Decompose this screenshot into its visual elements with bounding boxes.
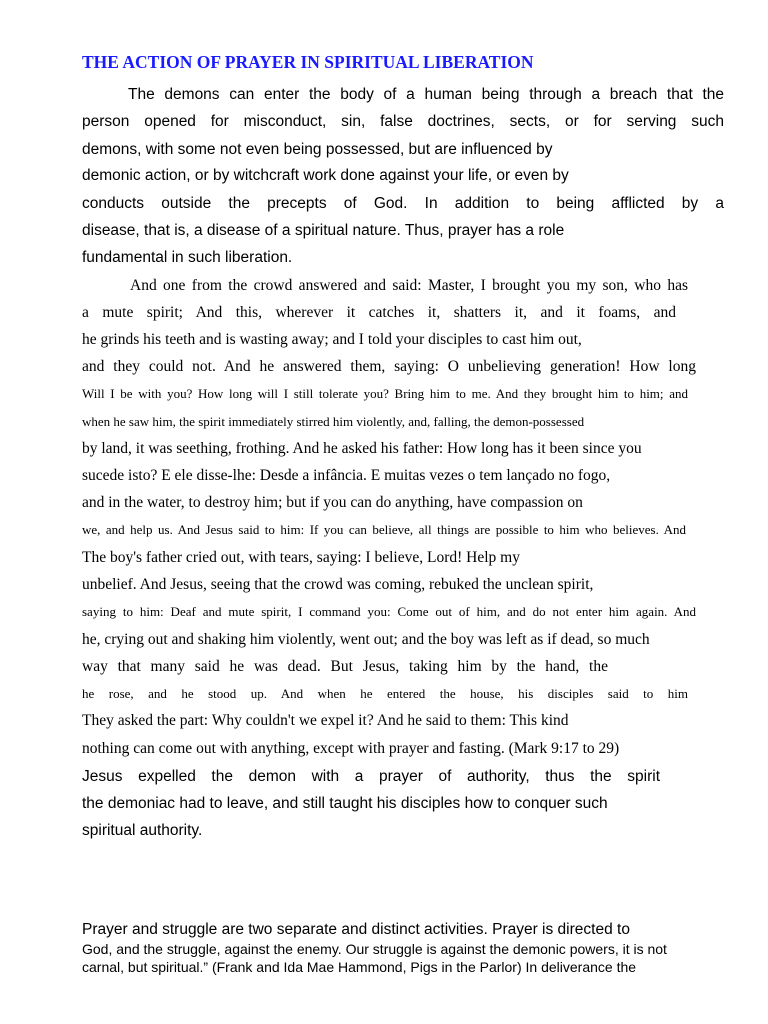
para1-line-5: conducts outside the precepts of God. In addition to being afflicted by a (82, 195, 724, 212)
para3-line-2: God, and the struggle, against the enemy. Our struggle is against the demonic powers, it is not (82, 941, 667, 957)
scripture-line-7: by land, it was seething, frothing. And he asked his father: How long has it been since you (82, 440, 642, 457)
scripture-line-16: he rose, and he stood up. And when he entered the house, his disciples said to him (82, 686, 688, 701)
scripture-line-3: he grinds his teeth and is wasting away; and I told your disciples to cast him out, (82, 331, 582, 348)
scripture-line-14: he, crying out and shaking him violently, went out; and the boy was left as if dead, so much (82, 631, 650, 648)
scripture-line-17: They asked the part: Why couldn't we expel it? And he said to them: This kind (82, 712, 569, 729)
para1-line-4: demonic action, or by witchcraft work done against your life, or even by (82, 167, 569, 184)
scripture-line-15: way that many said he was dead. But Jesus, taking him by the hand, the (82, 658, 608, 675)
scripture-line-1: And one from the crowd answered and said: Master, I brought you my son, who has (130, 277, 688, 294)
para1-line-3: demons, with some not even being possessed, but are influenced by (82, 141, 553, 158)
scripture-line-11: The boy's father cried out, with tears, saying: I believe, Lord! Help my (82, 549, 520, 566)
scripture-line-2: a mute spirit; And this, wherever it catches it, shatters it, and it foams, and (82, 304, 676, 321)
document-title: THE ACTION OF PRAYER IN SPIRITUAL LIBERATION (82, 52, 534, 72)
scripture-line-18: nothing can come out with anything, except with prayer and fasting. (Mark 9:17 to 29) (82, 740, 620, 757)
para3-line-1: Prayer and struggle are two separate and distinct activities. Prayer is directed to (82, 921, 630, 938)
scripture-line-12: unbelief. And Jesus, seeing that the crowd was coming, rebuked the unclean spirit, (82, 576, 594, 593)
para2-line-2: the demoniac had to leave, and still taught his disciples how to conquer such (82, 795, 608, 812)
scripture-line-8: sucede isto? E ele disse-lhe: Desde a infância. E muitas vezes o tem lançado no fogo, (82, 467, 611, 484)
para1-line-1: The demons can enter the body of a human being through a breach that the (128, 86, 724, 103)
scripture-line-6: when he saw him, the spirit immediately stirred him violently, and, falling, the demon-possessed (82, 414, 585, 429)
para1-line-2: person opened for misconduct, sin, false doctrines, sects, or for serving such (82, 113, 724, 130)
scripture-line-10: we, and help us. And Jesus said to him: If you can believe, all things are possible to him who believes. And (82, 522, 686, 537)
para2-line-1: Jesus expelled the demon with a prayer of authority, thus the spirit (82, 768, 660, 785)
scripture-line-4: and they could not. And he answered them, saying: O unbelieving generation! How long (82, 358, 696, 375)
para2-line-3: spiritual authority. (82, 822, 203, 839)
scripture-line-5: Will I be with you? How long will I still tolerate you? Bring him to me. And they brought him to him; and (82, 386, 688, 401)
para1-line-6: disease, that is, a disease of a spiritual nature. Thus, prayer has a role (82, 222, 565, 239)
para3-line-3: carnal, but spiritual.” (Frank and Ida Mae Hammond, Pigs in the Parlor) In deliverance the (82, 959, 637, 975)
scripture-line-9: and in the water, to destroy him; but if you can do anything, have compassion on (82, 494, 583, 511)
scripture-line-13: saying to him: Deaf and mute spirit, I command you: Come out of him, and do not enter him again. And (82, 604, 696, 619)
para1-line-7: fundamental in such liberation. (82, 249, 293, 266)
